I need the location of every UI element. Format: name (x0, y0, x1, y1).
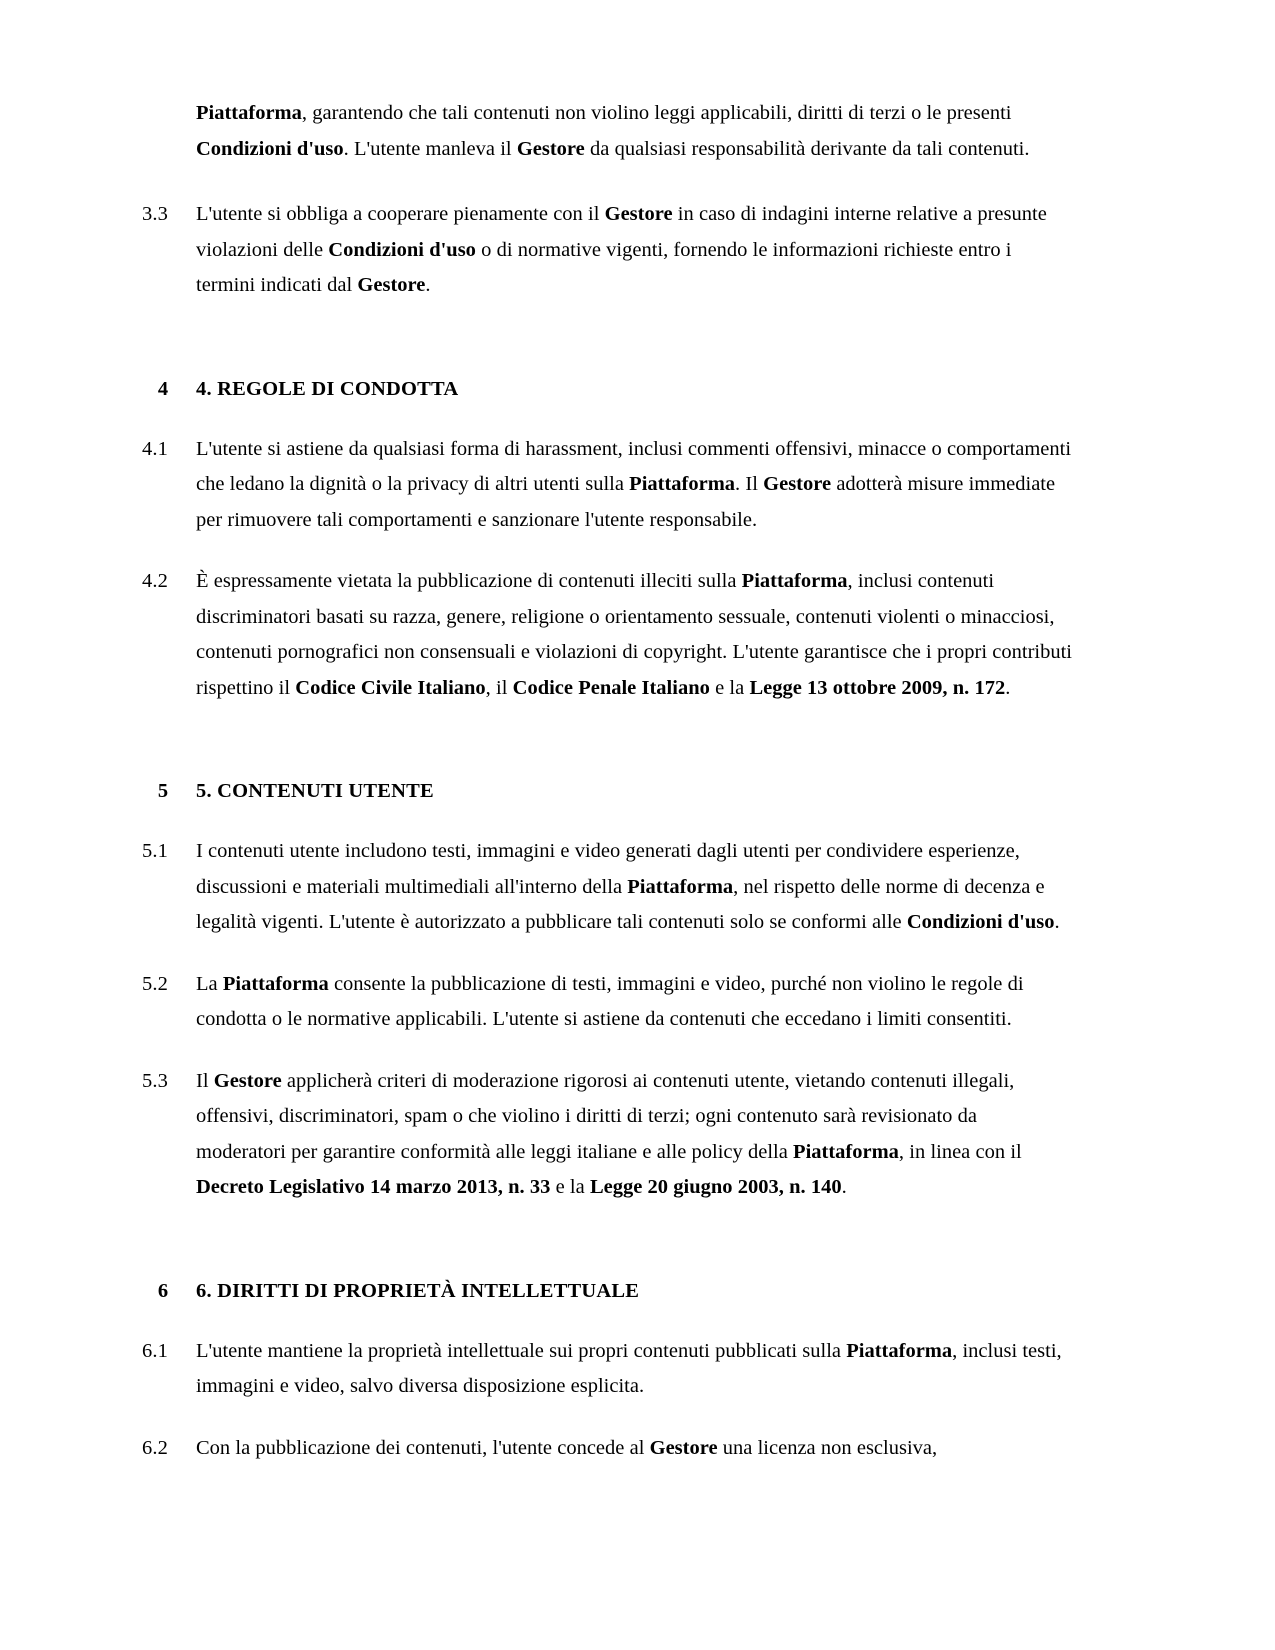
paragraph-text (196, 1064, 1072, 1206)
section-heading (142, 330, 1072, 406)
emphasis-term: Legge 20 giugno 2003, n. 140 (589, 1176, 842, 1198)
emphasis-term: Gestore (649, 1436, 718, 1459)
numbered-paragraph (142, 1064, 1072, 1206)
text-run: in caso di indagini interne relative a presunte violazioni delle (196, 203, 1047, 261)
section-heading-number: 5 (157, 780, 169, 802)
text-run: . (1005, 676, 1011, 699)
paragraph-number: 5.2 (142, 972, 168, 995)
emphasis-term: Piattaforma (196, 102, 302, 124)
section-heading (142, 732, 1072, 808)
section-heading-number: 4 (157, 377, 169, 400)
numbered-paragraph (142, 197, 1072, 304)
text-run: , in linea con il (898, 1140, 1022, 1163)
emphasis-term: Condizioni d'uso (906, 911, 1055, 933)
emphasis-term: Decreto Legislativo 14 marzo 2013, n. 33 (196, 1176, 551, 1198)
emphasis-term: Condizioni d'uso (328, 238, 476, 261)
text-run: . (1054, 911, 1060, 933)
text-run: , inclusi contenuti discriminatori basati su razza, genere, religione o orientamento sessuale, contenuti violenti o minacciosi, contenuti pornografici non consensuali e violazioni di copyright. L'utente garantisce che i propri contributi rispettino il (196, 570, 1072, 699)
paragraph-number: 5.1 (142, 840, 168, 862)
text-run: Con la pubblicazione dei contenuti, l'utente concede al (196, 1436, 650, 1459)
text-run: e la (709, 676, 750, 699)
section-heading-title: 4. REGOLE DI CONDOTTA (196, 377, 459, 400)
emphasis-term: Piattaforma (846, 1339, 953, 1362)
numbered-paragraph (142, 96, 1072, 167)
emphasis-term: Codice Penale Italiano (512, 676, 710, 699)
text-run: , garantendo che tali contenuti non violino leggi applicabili, diritti di terzi o le presenti (301, 102, 1012, 124)
paragraph-number: 6.2 (142, 1436, 168, 1459)
paragraph-text (196, 197, 1072, 304)
emphasis-term: Gestore (763, 473, 832, 495)
emphasis-term: Gestore (516, 137, 585, 160)
numbered-paragraph (142, 967, 1072, 1038)
section-heading-number: 6 (157, 1279, 169, 1302)
paragraph-number: 4.1 (142, 437, 168, 460)
emphasis-term: Legge 13 ottobre 2009, n. 172 (749, 676, 1006, 699)
text-run: da qualsiasi responsabilità derivante da tali contenuti. (584, 137, 1030, 160)
text-run: . (841, 1176, 847, 1198)
text-run: È espressamente vietata la pubblicazione di contenuti illeciti sulla (196, 570, 742, 592)
emphasis-term: Condizioni d'uso (196, 137, 344, 160)
text-run: una licenza non esclusiva, (717, 1436, 938, 1459)
text-run: , inclusi testi, immagini e video, salvo diversa disposizione esplicita. (196, 1339, 1062, 1397)
emphasis-term: Piattaforma (741, 570, 848, 592)
text-run: L'utente mantiene la proprietà intellettuale sui propri contenuti pubblicati sulla (196, 1339, 847, 1362)
paragraph-text (196, 432, 1072, 539)
emphasis-term: Gestore (604, 203, 673, 225)
text-run: applicherà criteri di moderazione rigorosi ai contenuti utente, vietando contenuti illegali, offensivi, discriminatori, spam o che violino i diritti di terzi; ogni contenuto sarà revisionato da moderatori per garantire conformità alle leggi italiane e alle policy della (196, 1069, 1015, 1163)
emphasis-term: Piattaforma (627, 875, 734, 898)
paragraph-text (196, 1431, 1072, 1467)
document-body (142, 96, 1072, 1466)
paragraph-number: 5.3 (142, 1069, 168, 1092)
numbered-paragraph (142, 564, 1072, 706)
paragraph-text (196, 564, 1072, 706)
section-heading-title: 5. CONTENUTI UTENTE (196, 780, 434, 802)
paragraph-number: 4.2 (142, 570, 168, 592)
text-run: , nel rispetto delle norme di decenza e legalità vigenti. L'utente è autorizzato a pubblicare tali contenuti solo se conformi alle (196, 875, 1045, 933)
emphasis-term: Piattaforma (793, 1140, 899, 1163)
paragraph-text (196, 96, 1072, 167)
paragraph-number: 6.1 (142, 1339, 168, 1362)
text-run: . L'utente manleva il (343, 137, 517, 160)
paragraph-number: 3.3 (142, 203, 168, 225)
section-heading (142, 1232, 1072, 1308)
paragraph-text (196, 1334, 1072, 1405)
emphasis-term: Codice Civile Italiano (295, 676, 486, 699)
text-run: adotterà misure immediate per rimuovere tali comportamenti e sanzionare l'utente responsabile. (196, 473, 1056, 531)
numbered-paragraph (142, 1334, 1072, 1405)
emphasis-term: Gestore (357, 274, 426, 296)
text-run: Il (196, 1069, 214, 1092)
numbered-paragraph (142, 1431, 1072, 1467)
text-run: e la (550, 1176, 590, 1198)
text-run: . Il (735, 473, 764, 495)
text-run: consente la pubblicazione di testi, immagini e video, purché non violino le regole di condotta o le normative applicabili. L'utente si astiene da contenuti che eccedano i limiti consentiti. (196, 972, 1024, 1030)
numbered-paragraph (142, 432, 1072, 539)
paragraph-text (196, 834, 1072, 941)
text-run: L'utente si obbliga a cooperare pienamente con il (196, 203, 605, 225)
text-run: La (196, 972, 223, 995)
section-heading-title: 6. DIRITTI DI PROPRIETÀ INTELLETTUALE (196, 1279, 640, 1302)
text-run: I contenuti utente includono testi, immagini e video generati dagli utenti per condividere esperienze, discussioni e materiali multimediali all'interno della (196, 840, 1020, 898)
text-run: o di normative vigenti, fornendo le informazioni richieste entro i termini indicati dal (196, 238, 1012, 296)
emphasis-term: Piattaforma (629, 473, 736, 495)
text-run: L'utente si astiene da qualsiasi forma di harassment, inclusi commenti offensivi, minacce o comportamenti che ledano la dignità o la privacy di altri utenti sulla (196, 437, 1072, 495)
text-run: . (425, 274, 431, 296)
emphasis-term: Piattaforma (222, 972, 329, 995)
numbered-paragraph (142, 834, 1072, 941)
text-run: , il (485, 676, 513, 699)
emphasis-term: Gestore (213, 1069, 282, 1092)
paragraph-text (196, 967, 1072, 1038)
